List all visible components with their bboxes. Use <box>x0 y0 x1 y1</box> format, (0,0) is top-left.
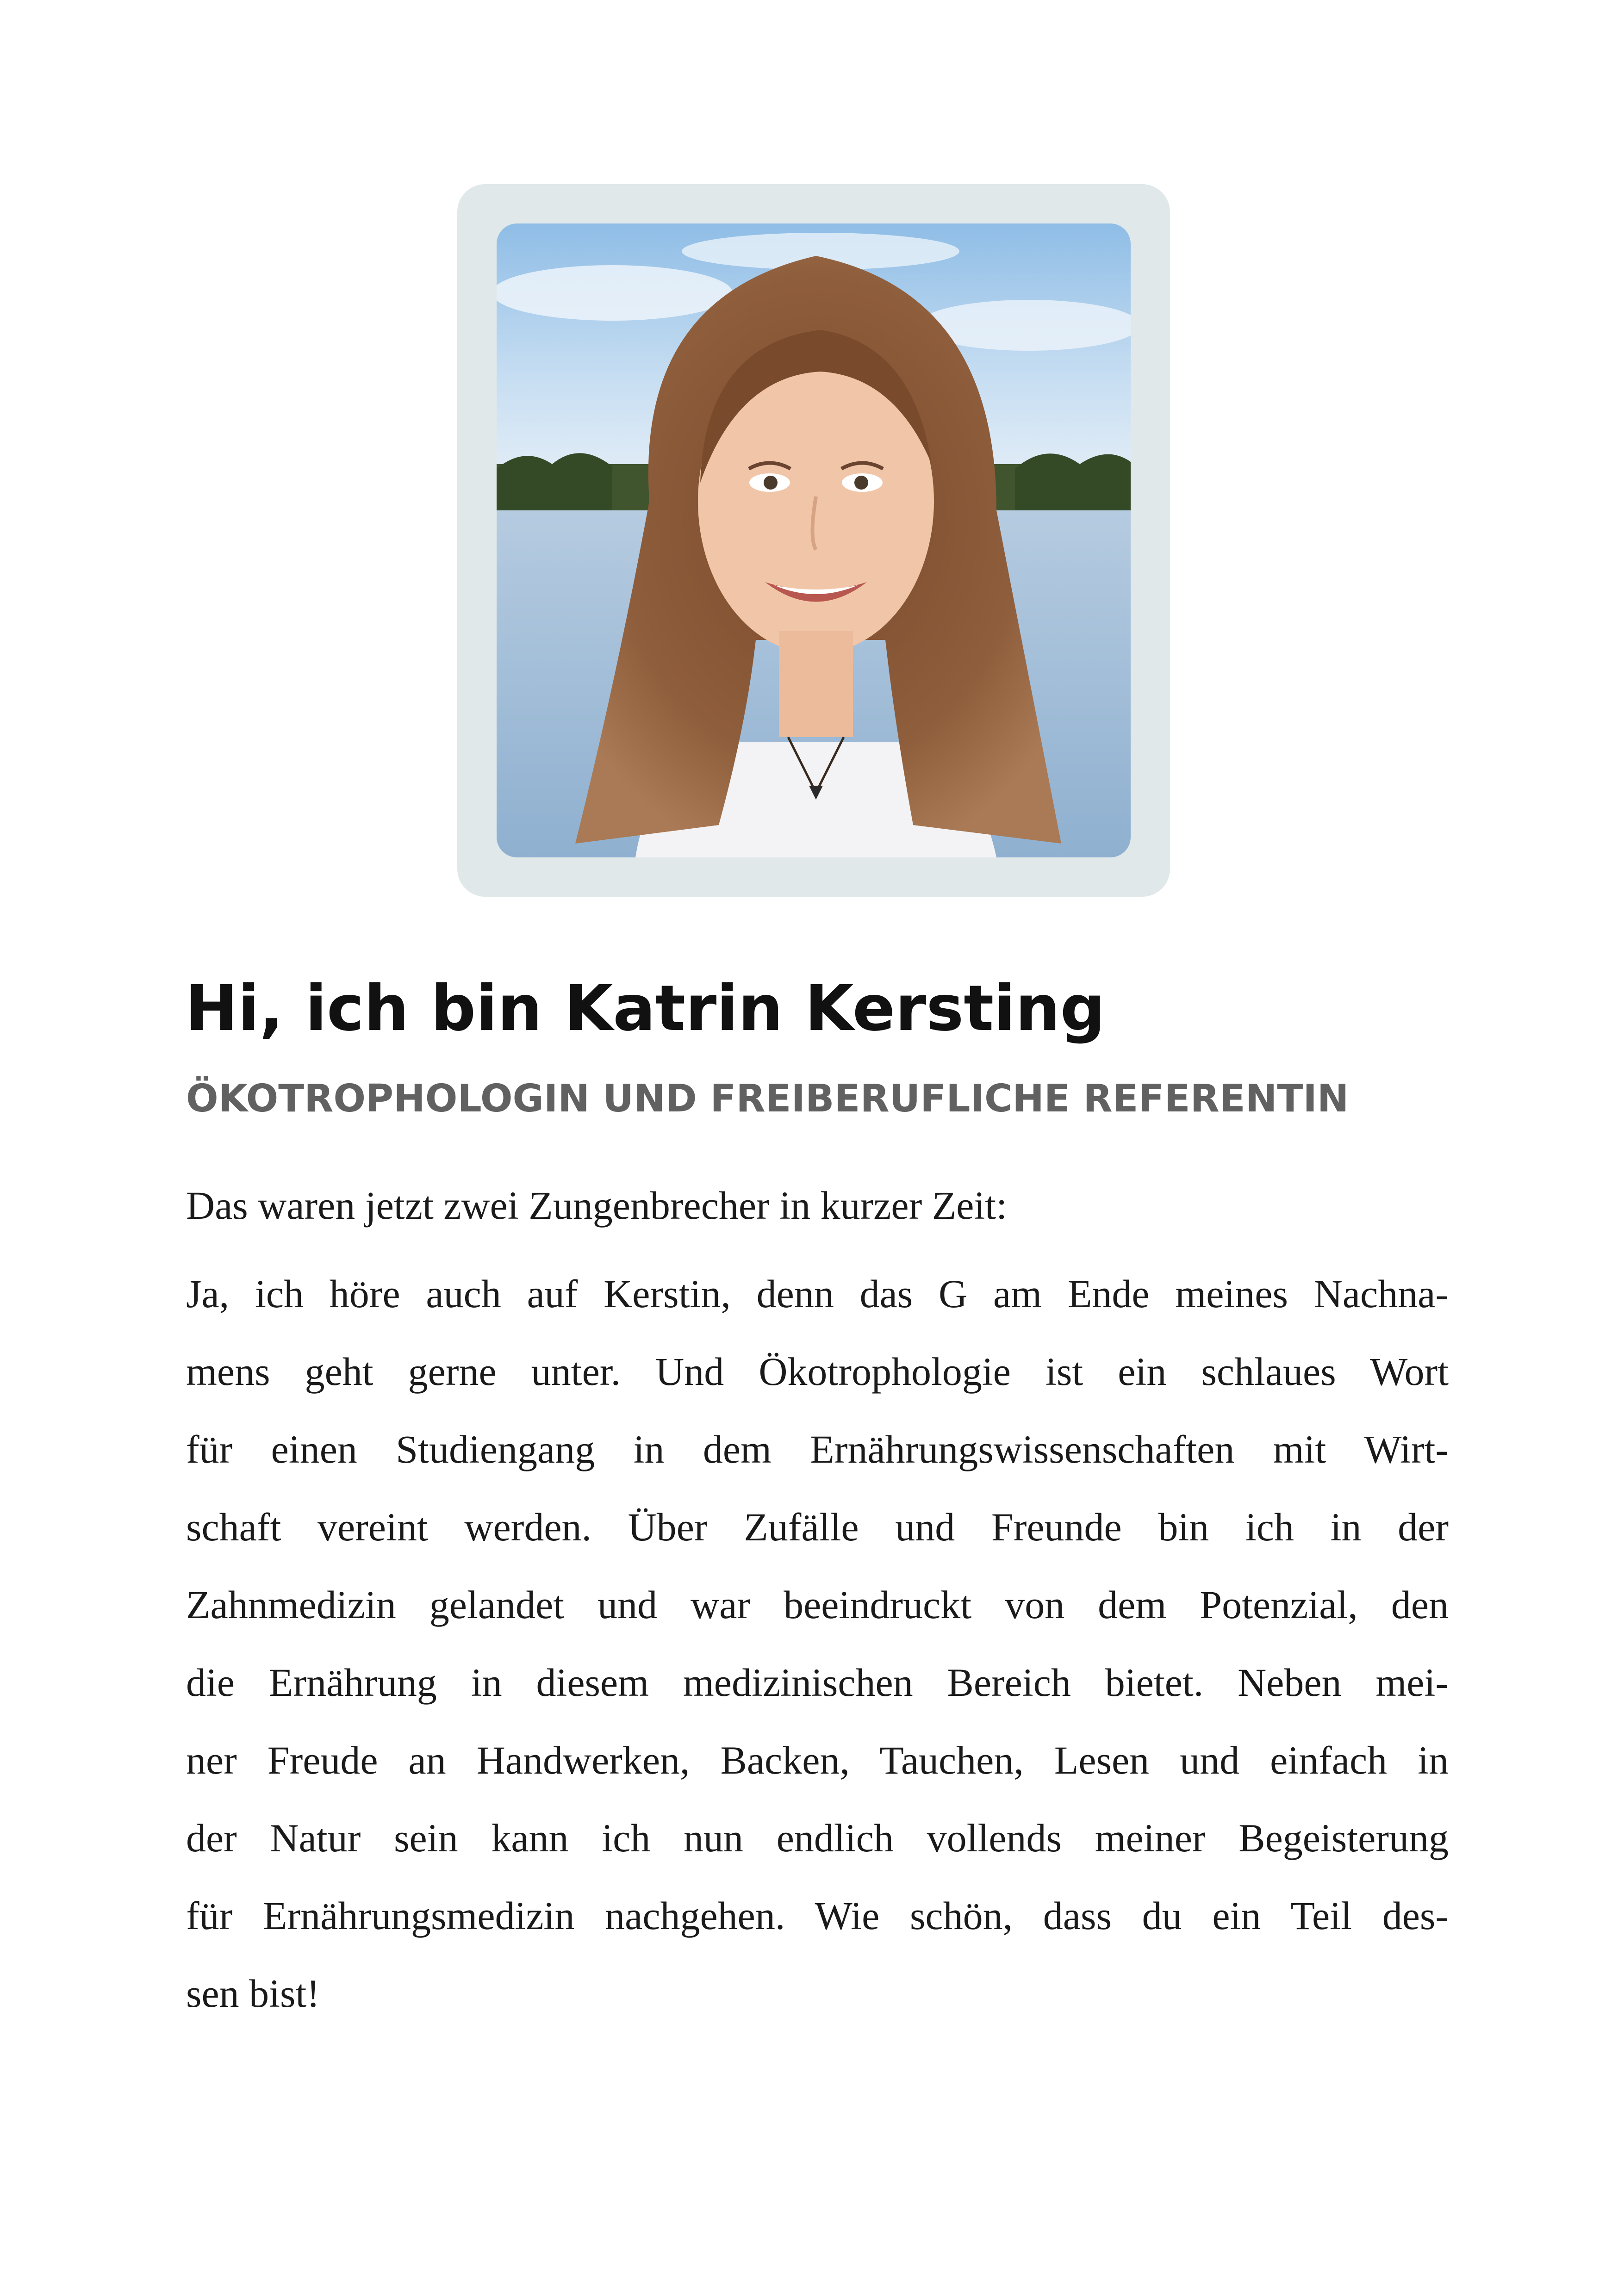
bio-paragraph <box>186 1255 1449 2032</box>
bio-line: für Ernährungsmedizin nachgehen. Wie schön, dass du ein Teil des- <box>186 1893 1449 1938</box>
bio-line: für einen Studiengang in dem Ernährungswissenschaften mit Wirt- <box>186 1427 1449 1471</box>
bio-line: Zahnmedizin gelandet und war beeindruckt von dem Potenzial, den <box>186 1582 1449 1627</box>
bio-line: sen bist! <box>186 1971 320 2016</box>
bio-line: schaft vereint werden. Über Zufälle und Freunde bin ich in der <box>186 1505 1449 1549</box>
intro-text: Das waren jetzt zwei Zungenbrecher in kurzer Zeit: <box>186 1183 1008 1228</box>
bio-line: mens geht gerne unter. Und Ökotrophologie ist ein schlaues Wort <box>186 1349 1449 1394</box>
bio-line: ner Freude an Handwerken, Backen, Tauchen, Lesen und einfach in <box>186 1738 1449 1782</box>
portrait-illustration <box>497 223 1131 857</box>
bio-line: der Natur sein kann ich nun endlich vollends meiner Begeisterung <box>186 1816 1449 1860</box>
profile-photo <box>497 223 1131 857</box>
job-title: ÖKOTROPHOLOGIN UND FREIBERUFLICHE REFERENTIN <box>186 1077 1349 1121</box>
bio-line: die Ernährung in diesem medizinischen Bereich bietet. Neben mei- <box>186 1660 1449 1705</box>
page-title: Hi, ich bin Katrin Kersting <box>185 972 1106 1045</box>
bio-line: Ja, ich höre auch auf Kerstin, denn das G am Ende meines Nachna- <box>186 1272 1449 1316</box>
profile-photo-frame <box>457 184 1170 897</box>
